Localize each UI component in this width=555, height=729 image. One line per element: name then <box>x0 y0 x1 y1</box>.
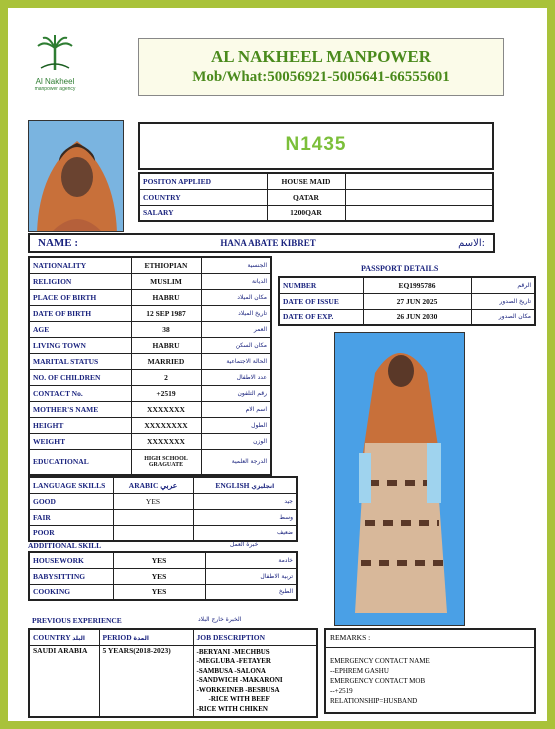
row-value: MUSLIM <box>131 273 201 289</box>
table-row <box>279 277 535 293</box>
row-label: HOUSEWORK <box>29 552 113 568</box>
name-label: NAME : <box>38 237 79 249</box>
table-row <box>29 289 271 305</box>
name-bar <box>28 233 495 253</box>
candidate-portrait-photo <box>28 120 124 232</box>
table-row <box>139 189 493 205</box>
empty-cell <box>345 205 493 221</box>
salary-label: SALARY <box>139 205 267 221</box>
row-value: +2519 <box>131 385 201 401</box>
row-label: COOKING <box>29 584 113 600</box>
table-row <box>29 568 297 584</box>
logo-subtext: manpower agency <box>34 86 76 92</box>
header-box <box>138 38 504 96</box>
country-value: QATAR <box>267 189 345 205</box>
row-value: XXXXXXXX <box>131 417 201 433</box>
table-row <box>29 273 271 289</box>
empty-cell <box>345 189 493 205</box>
row-label: HEIGHT <box>29 417 131 433</box>
row-label-ar: جيد <box>193 493 297 509</box>
row-label: RELIGION <box>29 273 131 289</box>
remark-line: --EPHREM GASHU <box>330 667 389 675</box>
row-value: YES <box>113 552 205 568</box>
company-logo <box>26 34 84 104</box>
position-label: POSITON APPLIED <box>139 173 267 189</box>
row-label-ar: مكان السكن <box>201 337 271 353</box>
personal-details-table <box>28 256 272 476</box>
logo-text: Al Nakheel <box>35 77 75 86</box>
row-label: NO. OF CHILDREN <box>29 369 131 385</box>
row-label-ar: ضعيف <box>193 525 297 541</box>
table-row <box>29 645 317 717</box>
col-job: JOB DESCRIPTION <box>193 629 317 645</box>
row-label-ar: الجنسية <box>201 257 271 273</box>
col-period: PERIOD المدة <box>99 629 193 645</box>
arabic-header: ARABIC عربي <box>113 477 193 493</box>
row-value: HABRU <box>131 337 201 353</box>
full-body-icon <box>335 333 465 626</box>
row-label-ar: الوزن <box>201 433 271 449</box>
palm-logo-icon <box>35 34 75 72</box>
row-label-ar: اسم الام <box>201 401 271 417</box>
row-label: FAIR <box>29 509 113 525</box>
table-row <box>29 525 297 541</box>
job-line: -SANDWICH -MAKARONI <box>196 676 283 684</box>
job-line: -RICE WITH CHIKEN <box>196 704 268 713</box>
row-label-ar: عدد الاطفال <box>201 369 271 385</box>
table-row <box>29 337 271 353</box>
row-value <box>113 525 193 541</box>
skills-title-ar: خبرة العمل <box>230 541 259 548</box>
passport-table <box>278 276 536 326</box>
row-value: YES <box>113 493 193 509</box>
salary-value: 1200QAR <box>267 205 345 221</box>
empty-cell <box>345 173 493 189</box>
position-table <box>138 172 494 222</box>
row-value: HABRU <box>131 289 201 305</box>
experience-title-ar: الخبرة خارج البلاد <box>198 616 242 623</box>
language-skills-table <box>28 476 298 542</box>
table-row <box>29 321 271 337</box>
row-label-ar: رقم التلفون <box>201 385 271 401</box>
row-label: LIVING TOWN <box>29 337 131 353</box>
row-label: MOTHER'S NAME <box>29 401 131 417</box>
row-label: PLACE OF BIRTH <box>29 289 131 305</box>
row-label-ar: تاريخ الميلاد <box>201 305 271 321</box>
candidate-full-photo <box>334 332 465 626</box>
table-row <box>29 552 297 568</box>
row-label-ar: تربية الاطفال <box>205 568 297 584</box>
table-row <box>29 584 297 600</box>
job-line: -RICE WITH BEEF <box>208 695 270 703</box>
table-row <box>29 401 271 417</box>
row-label: DATE OF EXP. <box>279 309 363 325</box>
row-label: BABYSITTING <box>29 568 113 584</box>
row-label-ar: الديانة <box>201 273 271 289</box>
table-row <box>29 257 271 273</box>
row-label-ar: مكان الصدور <box>471 309 535 325</box>
experience-title: PREVIOUS EXPERIENCE <box>32 616 122 625</box>
row-value: HIGH SCHOOL GRAGUATE <box>131 449 201 475</box>
table-row <box>279 293 535 309</box>
table-row <box>279 309 535 325</box>
table-row <box>29 417 271 433</box>
company-name: AL NAKHEEL MANPOWER <box>210 47 432 66</box>
row-label: NATIONALITY <box>29 257 131 273</box>
row-label-ar: الطبخ <box>205 584 297 600</box>
row-label: WEIGHT <box>29 433 131 449</box>
row-value: XXXXXXX <box>131 433 201 449</box>
remarks-title: REMARKS : <box>326 630 534 648</box>
experience-table <box>28 628 318 718</box>
job-line: -BERYANI -MECHBUS <box>196 647 270 656</box>
row-label: AGE <box>29 321 131 337</box>
table-row <box>29 353 271 369</box>
row-label-ar: وسط <box>193 509 297 525</box>
language-header: LANGUAGE SKILLS <box>29 477 113 493</box>
row-value: 26 JUN 2030 <box>363 309 471 325</box>
row-label: DATE OF BIRTH <box>29 305 131 321</box>
row-label-ar: الرقم <box>471 277 535 293</box>
row-label-ar: الطول <box>201 417 271 433</box>
table-row <box>29 433 271 449</box>
row-label-ar: خادمة <box>205 552 297 568</box>
row-value: XXXXXXX <box>131 401 201 417</box>
row-label: CONTACT No. <box>29 385 131 401</box>
row-value: 27 JUN 2025 <box>363 293 471 309</box>
exp-country: SAUDI ARABIA <box>29 645 99 717</box>
remark-line: RELATIONSHIP=HUSBAND <box>330 697 418 705</box>
additional-skills-table <box>28 551 298 601</box>
english-header: ENGLISH انجليزي <box>193 477 297 493</box>
row-value: 12 SEP 1987 <box>131 305 201 321</box>
exp-period: 5 YEARS(2018-2023) <box>99 645 193 717</box>
table-row <box>29 477 297 493</box>
name-label-ar: الاسم: <box>458 237 485 249</box>
table-row <box>139 205 493 221</box>
job-line: -WORKEINEB -BESBUSA <box>196 685 280 694</box>
table-row <box>139 173 493 189</box>
portrait-icon <box>29 121 124 232</box>
remarks-box <box>324 628 536 714</box>
remarks-body <box>326 648 534 706</box>
row-value: 38 <box>131 321 201 337</box>
country-label: COUNTRY <box>139 189 267 205</box>
cv-sheet <box>8 8 547 721</box>
row-label-ar: مكان الميلاد <box>201 289 271 305</box>
candidate-name: HANA ABATE KIBRET <box>220 238 316 248</box>
table-row <box>29 369 271 385</box>
exp-jobs <box>193 645 317 717</box>
job-line: -SAMBUSA -SALONA <box>196 666 266 675</box>
row-value: YES <box>113 584 205 600</box>
table-row <box>29 509 297 525</box>
row-label: GOOD <box>29 493 113 509</box>
table-row <box>29 493 297 509</box>
row-label: POOR <box>29 525 113 541</box>
row-value: 2 <box>131 369 201 385</box>
row-value: MARRIED <box>131 353 201 369</box>
row-label: EDUCATIONAL <box>29 449 131 475</box>
row-label: DATE OF ISSUE <box>279 293 363 309</box>
row-label: MARITAL STATUS <box>29 353 131 369</box>
table-row <box>29 305 271 321</box>
position-value: HOUSE MAID <box>267 173 345 189</box>
row-value: EQ1995786 <box>363 277 471 293</box>
row-label-ar: الدرجة العلمية <box>201 449 271 475</box>
table-row <box>29 385 271 401</box>
row-label-ar: العمر <box>201 321 271 337</box>
remark-line: EMERGENCY CONTACT NAME <box>330 657 430 665</box>
candidate-code: N1435 <box>138 122 494 170</box>
table-row <box>29 449 271 475</box>
col-country: COUNTRY البلد <box>29 629 99 645</box>
row-value <box>113 509 193 525</box>
remark-line: --+2519 <box>330 687 353 695</box>
remark-line: EMERGENCY CONTACT MOB <box>330 677 426 685</box>
company-contact: Mob/What:50056921-5005641-66555601 <box>192 69 450 85</box>
row-value: YES <box>113 568 205 584</box>
row-label-ar: الحالة الاجتماعية <box>201 353 271 369</box>
row-value: ETHIOPIAN <box>131 257 201 273</box>
table-row <box>29 629 317 645</box>
job-line: -MEGLUBA -FETAYER <box>196 657 271 665</box>
row-label: NUMBER <box>279 277 363 293</box>
skills-title: ADDITIONAL SKILL <box>28 541 102 550</box>
row-label-ar: تاريخ الصدور <box>471 293 535 309</box>
passport-title: PASSPORT DETAILS <box>361 264 439 273</box>
